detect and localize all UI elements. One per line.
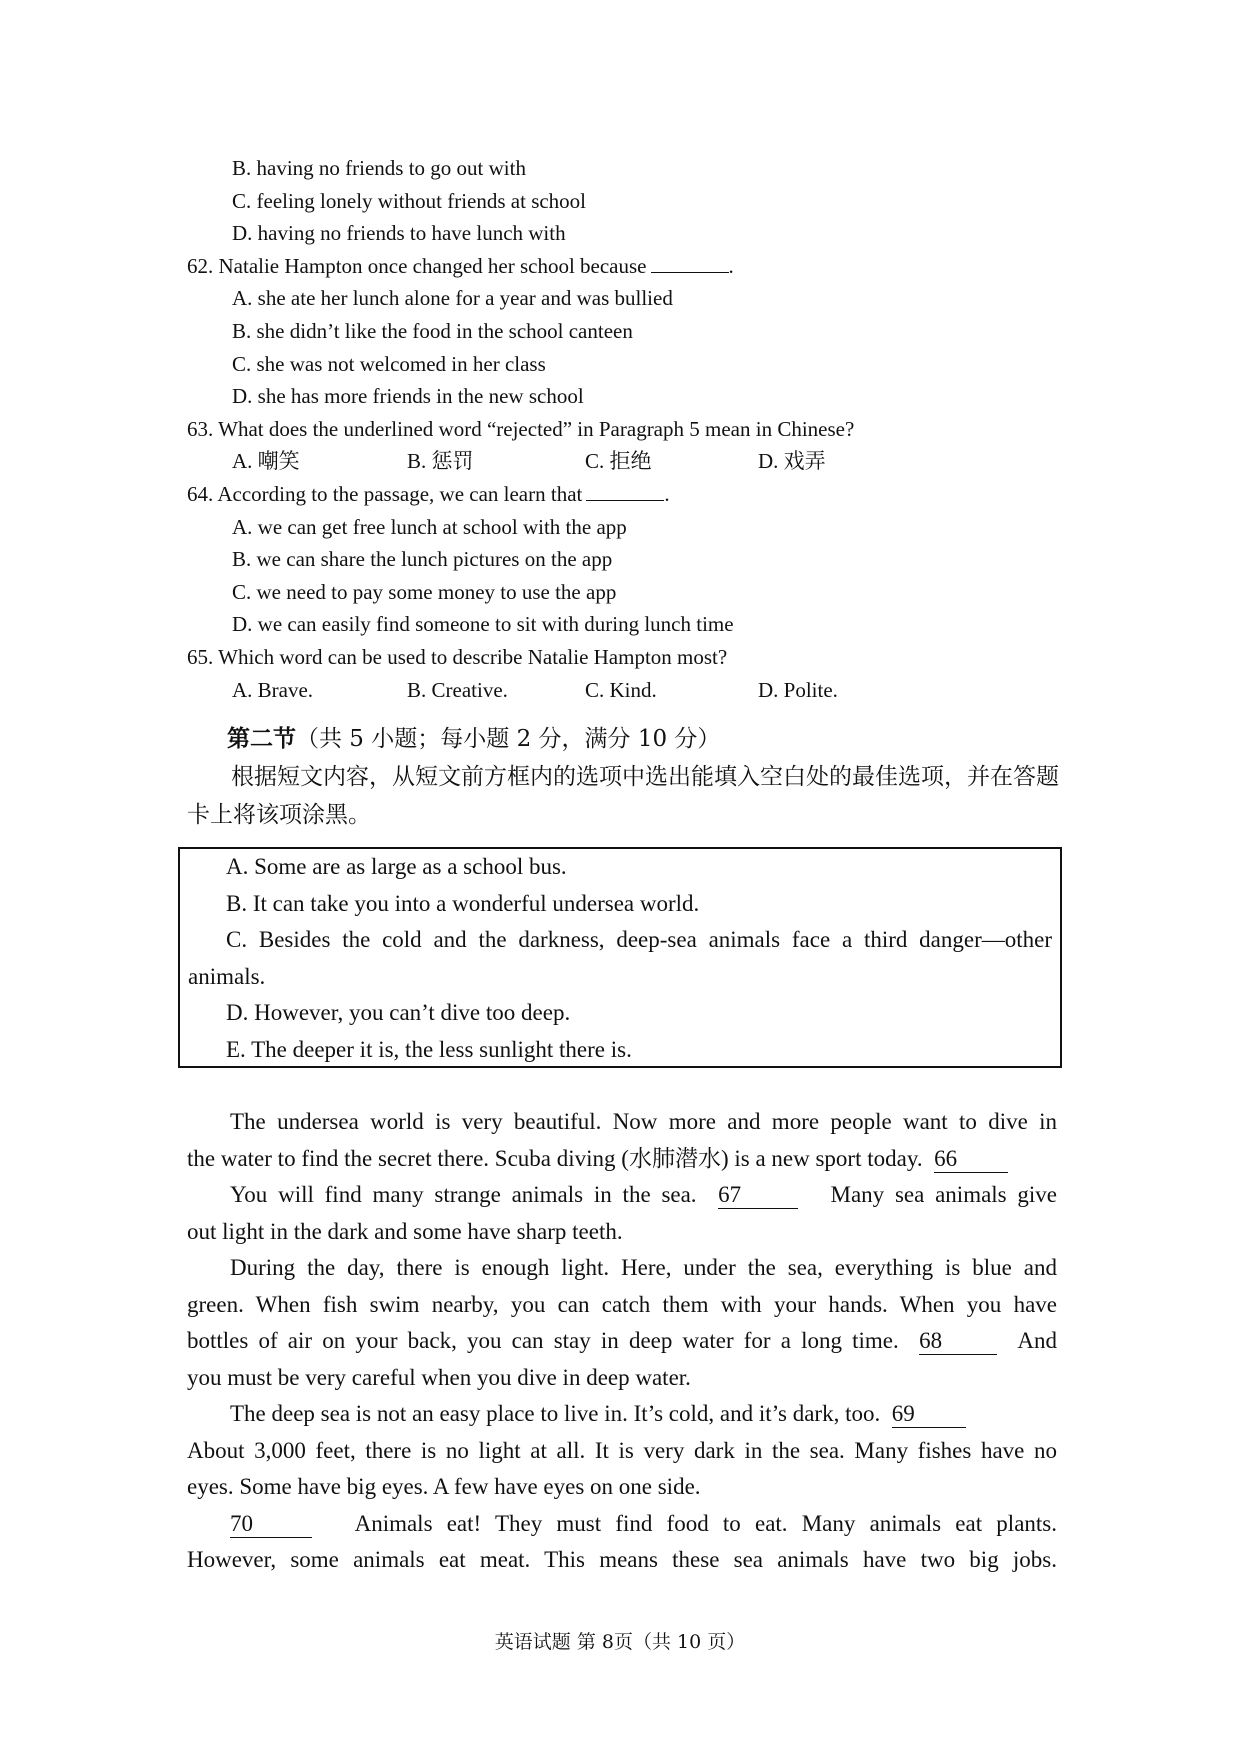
question-block bbox=[187, 152, 1067, 706]
q65-option-b: B. Creative. bbox=[407, 677, 508, 702]
passage-line bbox=[187, 1323, 1057, 1360]
section-two-header bbox=[187, 720, 1067, 834]
passage-text: the water to find the secret there. Scuba diving (水肺潜水) is a new sport today. bbox=[187, 1145, 923, 1171]
q64-option-b: B. we can share the lunch pictures on the app bbox=[232, 547, 613, 572]
q64-stem-text: 64. According to the passage, we can learn that bbox=[187, 481, 583, 506]
q62-blank bbox=[651, 252, 729, 273]
q62-option-d: D. she has more friends in the new school bbox=[232, 384, 584, 409]
passage-line: eyes. Some have big eyes. A few have eyes on one side. bbox=[187, 1474, 701, 1499]
passage-line bbox=[187, 1177, 1057, 1214]
passage-text: bottles of air on your back, you can stay in deep water for a long time. bbox=[187, 1328, 899, 1353]
q64-stem-end: . bbox=[664, 481, 670, 506]
q62-stem-end: . bbox=[728, 253, 734, 278]
passage-text: And bbox=[1017, 1328, 1058, 1353]
passage-line bbox=[187, 1141, 1057, 1178]
q65-stem: 65. Which word can be used to describe Natalie Hampton most? bbox=[187, 644, 728, 669]
q64-option-d: D. we can easily find someone to sit with during lunch time bbox=[232, 612, 734, 637]
q63-option-d: D. 戏弄 bbox=[758, 449, 826, 474]
gap-69: 69 bbox=[892, 1401, 966, 1428]
section-title-bold: 第二节 bbox=[227, 725, 296, 752]
q62-stem bbox=[187, 250, 1067, 283]
choice-d: D. However, you can’t dive too deep. bbox=[226, 1000, 571, 1025]
q63-options bbox=[187, 445, 1067, 478]
passage-line: The undersea world is very beautiful. Now more and more people want to dive in bbox=[230, 1109, 1057, 1134]
choice-a: A. Some are as large as a school bus. bbox=[226, 854, 567, 879]
q62-option-a: A. she ate her lunch alone for a year and was bullied bbox=[232, 286, 673, 311]
passage-text: You will find many strange animals in the sea. bbox=[230, 1182, 697, 1207]
q65-option-a: A. Brave. bbox=[232, 677, 314, 702]
passage-line: out light in the dark and some have sharp teeth. bbox=[187, 1218, 623, 1244]
q64-option-a: A. we can get free lunch at school with the app bbox=[232, 514, 627, 539]
q63-option-b: B. 惩罚 bbox=[407, 449, 474, 474]
q62-option-b: B. she didn’t like the food in the school canteen bbox=[232, 318, 633, 343]
q62-stem-text: 62. Natalie Hampton once changed her school because bbox=[187, 253, 647, 278]
passage-line bbox=[187, 1396, 1057, 1433]
choices-box bbox=[178, 847, 1062, 1068]
q61-option-d: D. having no friends to have lunch with bbox=[232, 221, 566, 246]
passage-line: About 3,000 feet, there is no light at all. It is very dark in the sea. Many fishes have no bbox=[187, 1437, 1057, 1463]
choice-b: B. It can take you into a wonderful undersea world. bbox=[226, 890, 700, 916]
passage-line: you must be very careful when you dive in deep water. bbox=[187, 1364, 691, 1390]
q62-option-c: C. she was not welcomed in her class bbox=[232, 351, 546, 376]
passage-line: During the day, there is enough light. Here, under the sea, everything is blue and bbox=[230, 1255, 1057, 1280]
section-instruction: 根据短文内容，从短文前方框内的选项中选出能填入空白处的最佳选项，并在答题卡上将该项涂黑。 bbox=[187, 764, 1059, 828]
choice-c-line2: animals. bbox=[188, 963, 266, 989]
passage-text: The deep sea is not an easy place to live in. It’s cold, and it’s dark, too. bbox=[230, 1401, 881, 1426]
q65-option-d: D. Polite. bbox=[758, 677, 838, 702]
passage-line: green. When fish swim nearby, you can catch them with your hands. When you have bbox=[187, 1291, 1057, 1317]
q61-option-b: B. having no friends to go out with bbox=[232, 156, 526, 180]
page-footer: 英语试题 第 8页（共 10 页） bbox=[494, 1631, 746, 1653]
q64-option-c: C. we need to pay some money to use the app bbox=[232, 579, 617, 604]
choice-e: E. The deeper it is, the less sunlight there is. bbox=[226, 1036, 632, 1062]
q65-options bbox=[187, 674, 1067, 707]
choice-c-line1: C. Besides the cold and the darkness, deep-sea animals face a third danger—other bbox=[226, 927, 1052, 952]
passage-text: Animals eat! They must find food to eat. Many animals eat plants. bbox=[354, 1510, 1057, 1536]
reading-passage bbox=[187, 1104, 1057, 1579]
section-title bbox=[187, 720, 1067, 758]
gap-66: 66 bbox=[934, 1146, 1008, 1173]
q61-option-c: C. feeling lonely without friends at school bbox=[232, 188, 587, 213]
passage-line: However, some animals eat meat. This means these sea animals have two big jobs. bbox=[187, 1547, 1057, 1572]
q63-option-a: A. 嘲笑 bbox=[232, 449, 300, 474]
passage-text: Many sea animals give bbox=[830, 1182, 1058, 1207]
gap-67: 67 bbox=[718, 1182, 798, 1209]
gap-70: 70 bbox=[230, 1511, 312, 1538]
q64-stem bbox=[187, 478, 1067, 511]
q63-stem: 63. What does the underlined word “rejected” in Paragraph 5 mean in Chinese? bbox=[187, 416, 855, 441]
q64-blank bbox=[586, 480, 664, 501]
q65-option-c: C. Kind. bbox=[585, 677, 657, 702]
gap-68: 68 bbox=[919, 1328, 997, 1355]
q63-option-c: C. 拒绝 bbox=[585, 449, 652, 474]
passage-line bbox=[187, 1506, 1057, 1543]
section-title-rest: （共 5 小题；每小题 2 分，满分 10 分） bbox=[296, 726, 721, 752]
